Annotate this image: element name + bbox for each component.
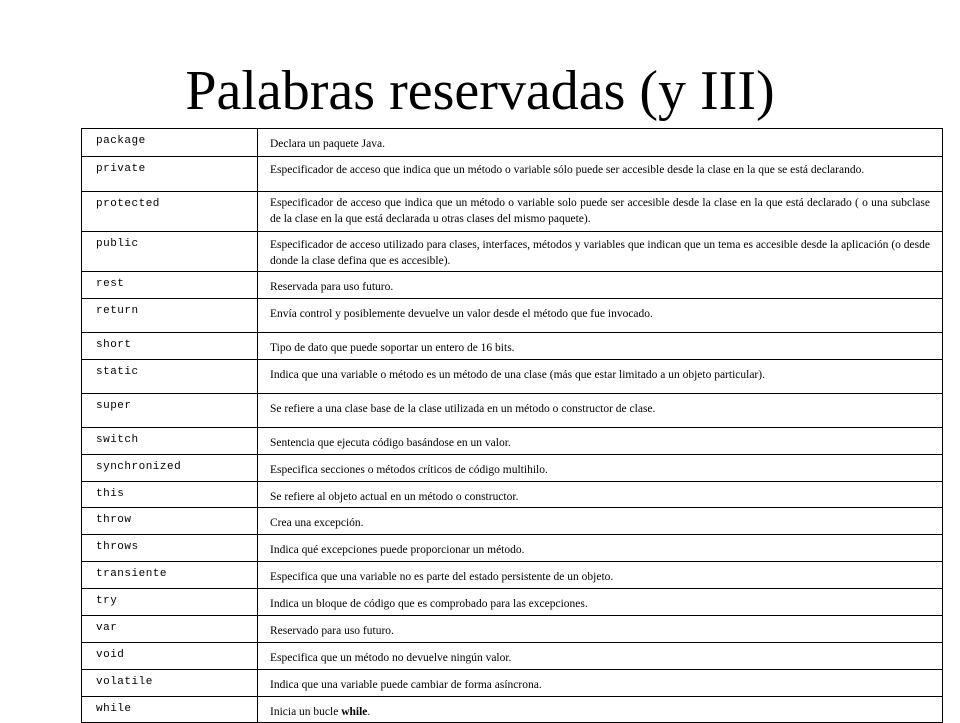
keyword-super: super (96, 400, 132, 412)
keyword-try: try (96, 595, 118, 607)
description-cell (258, 562, 943, 589)
description-switch: Sentencia que ejecuta código basándose en un valor. (270, 437, 511, 449)
keyword-this: this (96, 488, 125, 500)
keyword-cell (82, 697, 258, 723)
keyword-cell (82, 428, 258, 455)
description-while-bold: while (341, 706, 368, 718)
table-row (82, 360, 943, 394)
keyword-cell (82, 360, 258, 394)
description-super: Se refiere a una clase base de la clase utilizada en un método o constructor de clase. (270, 403, 656, 415)
description-cell (258, 455, 943, 482)
table-row (82, 299, 943, 333)
description-synchronized: Especifica secciones o métodos críticos de código multihilo. (270, 464, 548, 476)
description-while-prefix: Inicia un bucle (270, 706, 342, 718)
keyword-static: static (96, 366, 139, 378)
table-row (82, 508, 943, 535)
description-cell (258, 482, 943, 508)
description-cell (258, 232, 943, 272)
description-throws: Indica qué excepciones puede proporcionar un método. (270, 544, 525, 556)
keyword-public: public (96, 238, 139, 250)
keyword-cell (82, 616, 258, 643)
keyword-volatile: volatile (96, 676, 153, 688)
keyword-short: short (96, 339, 132, 351)
keyword-cell (82, 157, 258, 192)
description-volatile: Indica que una variable puede cambiar de forma asíncrona. (270, 679, 542, 691)
keyword-cell (82, 508, 258, 535)
description-cell (258, 616, 943, 643)
table-row (82, 428, 943, 455)
table-row (82, 482, 943, 508)
table-row (82, 697, 943, 723)
description-static: Indica que una variable o método es un método de una clase (más que estar limitado a un objeto particular). (270, 369, 765, 381)
keyword-rest: rest (96, 278, 125, 290)
description-var: Reservado para uso futuro. (270, 625, 394, 637)
table-row (82, 562, 943, 589)
table-row (82, 643, 943, 670)
keyword-synchronized: synchronized (96, 461, 182, 473)
description-rest: Reservada para uso futuro. (270, 281, 394, 293)
description-this: Se refiere al objeto actual en un método o constructor. (270, 491, 519, 503)
description-try: Indica un bloque de código que es comprobado para las excepciones. (270, 598, 588, 610)
table-row (82, 670, 943, 697)
description-package: Declara un paquete Java. (270, 138, 385, 150)
description-cell (258, 394, 943, 428)
keyword-switch: switch (96, 434, 139, 446)
table-row (82, 272, 943, 299)
slide-title: Palabras reservadas (y III) (185, 60, 775, 122)
description-public: Especificador de acceso utilizado para clases, interfaces, métodos y variables que indican que un tema es accesible desde la aplicación (o desde donde la clase defina que es accesible). (270, 239, 930, 267)
keyword-protected: protected (96, 198, 160, 210)
description-cell (258, 508, 943, 535)
description-cell (258, 299, 943, 333)
keyword-return: return (96, 305, 139, 317)
description-cell (258, 428, 943, 455)
description-cell (258, 697, 943, 723)
table-row (82, 455, 943, 482)
description-transiente: Especifica que una variable no es parte del estado persistente de un objeto. (270, 571, 614, 583)
description-cell (258, 360, 943, 394)
keyword-throws: throws (96, 541, 139, 553)
description-while-suffix: . (367, 706, 371, 718)
description-void: Especifica que un método no devuelve ningún valor. (270, 652, 512, 664)
table-row (82, 333, 943, 360)
table-row (82, 232, 943, 272)
description-cell (258, 272, 943, 299)
description-cell (258, 192, 943, 232)
keyword-cell (82, 482, 258, 508)
keyword-cell (82, 455, 258, 482)
description-protected: Especificador de acceso que indica que un método o variable solo puede ser accesible desde la clase en la que está declarado ( o una subclase de la clase en la que está declarada u otras clases del mismo paquete). (270, 197, 930, 225)
keyword-transiente: transiente (96, 568, 168, 580)
description-cell (258, 643, 943, 670)
table-row (82, 157, 943, 192)
reserved-words-table (81, 128, 943, 723)
description-cell (258, 535, 943, 562)
description-cell (258, 333, 943, 360)
keyword-cell (82, 643, 258, 670)
keyword-cell (82, 232, 258, 272)
keyword-void: void (96, 649, 125, 661)
description-while (258, 697, 942, 720)
keyword-throw: throw (96, 514, 132, 526)
table-row (82, 129, 943, 157)
keyword-cell (82, 394, 258, 428)
table-row (82, 394, 943, 428)
keyword-cell (82, 670, 258, 697)
keyword-var: var (96, 622, 118, 634)
description-short: Tipo de dato que puede soportar un entero de 16 bits. (270, 342, 515, 354)
description-throw: Crea una excepción. (270, 517, 364, 529)
keyword-package: package (96, 135, 146, 147)
description-cell (258, 670, 943, 697)
keyword-cell (82, 535, 258, 562)
table-row (82, 192, 943, 232)
table-row (82, 535, 943, 562)
table-row (82, 589, 943, 616)
keyword-cell (82, 129, 258, 157)
keyword-cell (82, 272, 258, 299)
description-private: Especificador de acceso que indica que un método o variable sólo puede ser accesible desde la clase en la que se está declarando. (270, 164, 865, 176)
keyword-cell (82, 589, 258, 616)
keyword-cell (82, 333, 258, 360)
description-cell (258, 589, 943, 616)
description-cell (258, 157, 943, 192)
keyword-cell (82, 562, 258, 589)
keyword-cell (82, 192, 258, 232)
description-return: Envía control y posiblemente devuelve un valor desde el método que fue invocado. (270, 308, 653, 320)
keyword-cell (82, 299, 258, 333)
keyword-private: private (96, 163, 146, 175)
keyword-while: while (96, 703, 132, 715)
description-cell (258, 129, 943, 157)
table-row (82, 616, 943, 643)
